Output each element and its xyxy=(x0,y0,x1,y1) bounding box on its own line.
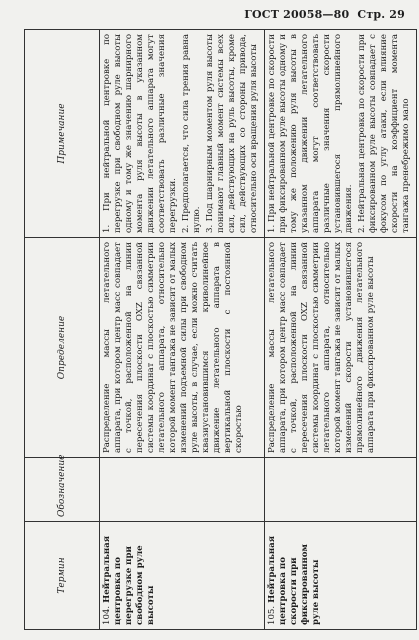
notes-cell xyxy=(265,30,417,238)
term-number: 104. xyxy=(102,605,112,625)
standard-code: ГОСТ 20058—80 xyxy=(244,8,350,21)
column-header-term: Термин xyxy=(25,522,100,630)
column-header-definition: Определение xyxy=(25,238,100,458)
terms-table xyxy=(24,29,417,630)
term-number: 105. xyxy=(267,605,277,625)
definition-cell: Распределение массы летательного аппарата, при котором центр масс совпадает с точкой, расположенной на линии пересечения плоскости OXZ связанной системы координат с плоскостью симметрии летательного аппарата, относительно которой момент тангажа не зависит от малых изменений подъемной силы при свободном руле высоты, в случае, если можно считать квазиустановившимся криволинейное движение летательного аппарата в вертикальной плоскости с постоянной скоростью xyxy=(100,238,265,458)
symbol-cell xyxy=(265,458,417,522)
column-header-notes: Примечание xyxy=(25,30,100,238)
rotated-table-container xyxy=(24,30,411,630)
term-cell xyxy=(265,522,417,630)
table-row xyxy=(100,30,265,630)
term-text: Нейтральная центровка по перегрузке при свободном руле высоты xyxy=(102,535,156,625)
page-header xyxy=(240,8,405,21)
column-header-symbol: Обозначение xyxy=(25,458,100,522)
page-number: Стр. 29 xyxy=(357,8,405,21)
term-text: Нейтральная центровка по скорости при фиксированном руле высоты xyxy=(267,535,321,625)
notes-cell xyxy=(100,30,265,238)
note-item: 3. Под шарнирным моментом руля высоты понимают главный момент системы всех сил, действующих на руль высоты, кроме сил, действующих со стороны привода, относительно оси вращения руля высоты xyxy=(205,34,259,233)
note-item: 2. Нейтральная центровка по скорости при фиксированном руле высоты совпадает с фокусом по углу атаки, если влияние скорости на коэффициент момента тангажа пренебрежимо мало xyxy=(357,34,411,233)
symbol-cell xyxy=(100,458,265,522)
note-item: 2. Предполагается, что сила трения равна нулю. xyxy=(181,34,202,233)
table-header-row xyxy=(25,30,100,630)
note-item: 1. При нейтральной центровке по скорости при фиксированном руле высоты одному и тому же положению руля высоты в указанном движении летательного аппарата могут соответствовать различные значения скорости установившегося прямолинейного движения. xyxy=(267,34,354,233)
table-row xyxy=(265,30,417,630)
term-cell xyxy=(100,522,265,630)
definition-cell: Распределение массы летательного аппарата, при котором центр масс совпадает с точкой, расположенной на линии пересечения плоскости OXZ связанной системы координат с плоскостью симметрии летательного аппарата, относительно которой момент тангажа не зависит от малых изменений скорости установившегося прямолинейного движения летательного аппарата при фиксированном руле высоты xyxy=(265,238,417,458)
note-item: 1. При нейтральной центровке по перегрузке при свободном руле высоты одному и тому же значению шарнирного момента руля высоты в указанном движении летательного аппарата могут соответствовать различные значения перегрузки. xyxy=(102,34,178,233)
